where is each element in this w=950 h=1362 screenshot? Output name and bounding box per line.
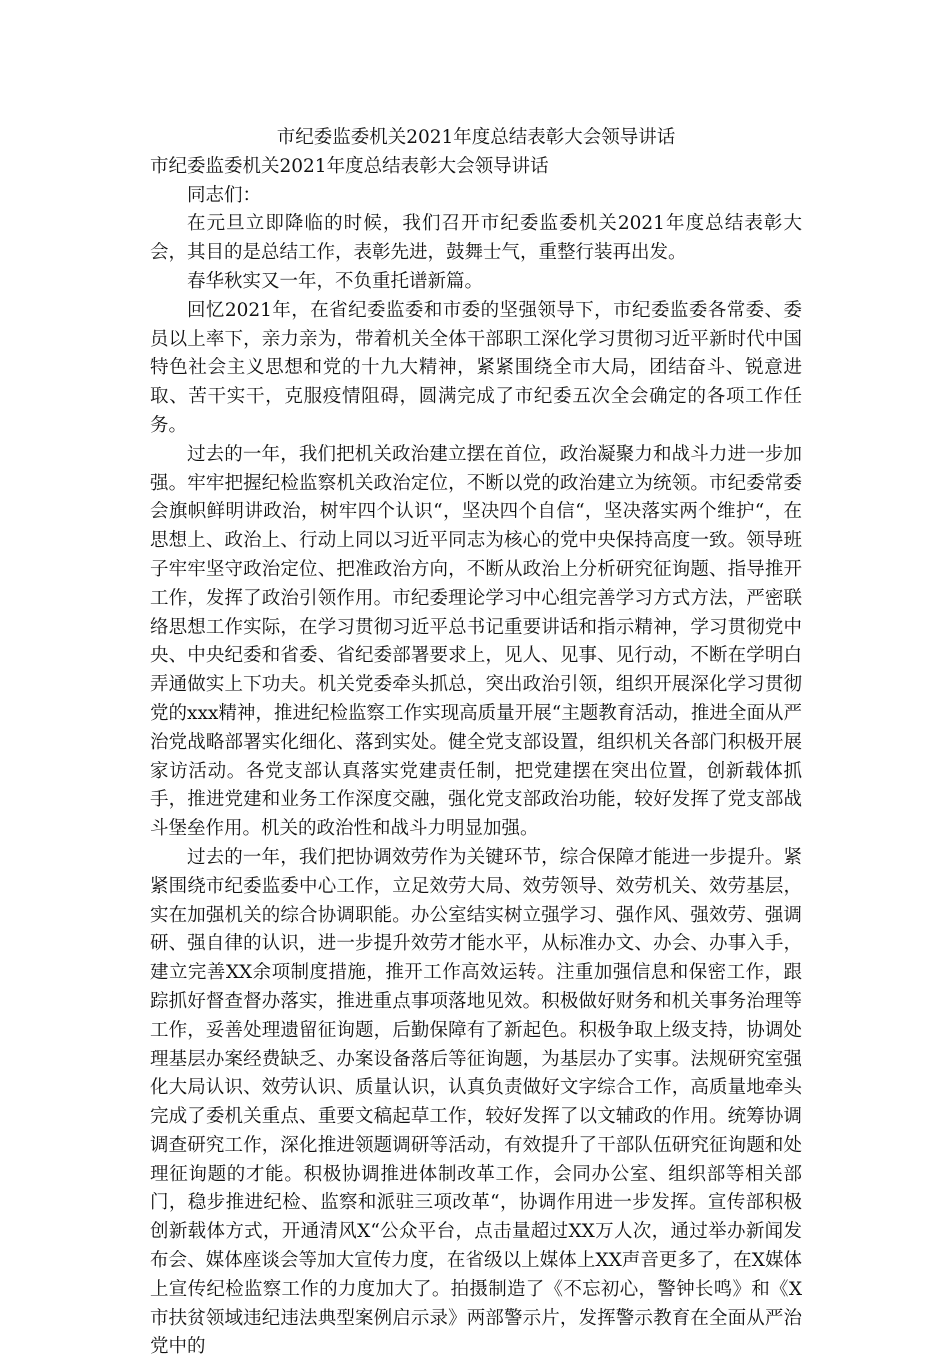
paragraph: 过去的一年，我们把协调效劳作为关键环节，综合保障才能进一步提升。紧紧围绕市纪委监委中心工作，立足效劳大局、效劳领导、效劳机关、效劳基层，实在加强机关的综合协调职能。办公室结实树立强学习、强作风、强效劳、强调研、强自律的认识，进一步提升效劳才能水平，从标准办文、办会、办事入手，建立完善XX余项制度措施，推开工作高效运转。注重加强信息和保密工作，跟踪抓好督查督办落实，推进重点事项落地见效。积极做好财务和机关事务治理等工作，妥善处理遗留征询题，后勤保障有了新起色。积极争取上级支持，协调处理基层办案经费缺乏、办案设备落后等征询题，为基层办了实事。法规研究室强化大局认识、效劳认识、质量认识，认真负责做好文字综合工作，高质量地牵头完成了委机关重点、重要文稿起草工作，较好发挥了以文辅政的作用。统筹协调调查研究工作，深化推进领题调研等活动，有效提升了干部队伍研究征询题和处理征询题的才能。积极协调推进体制改革工作，会同办公室、组织部等相关部门，稳步推进纪检、监察和派驻三项改革“，协调作用进一步发挥。宣传部积极创新载体方式，开通清风X“公众平台，点击量超过XX万人次，通过举办新闻发布会、媒体座谈会等加大宣传力度，在省级以上媒体上XX声音更多了，在X媒体上宣传纪检监察工作的力度加大了。拍摄制造了《不忘初心，警钟长鸣》和《X市扶贫领域违纪违法典型案例启示录》两部警示片，发挥警示教育在全面从严治党中的 bbox=[150, 846, 802, 1358]
document-body bbox=[150, 124, 802, 1362]
paragraph: 回忆2021年，在省纪委监委和市委的坚强领导下，市纪委监委各常委、委员以上率下，亲力亲为，带着机关全体干部职工深化学习贯彻习近平新时代中国特色社会主义思想和党的十九大精神，紧紧围绕全市大局，团结奋斗、锐意进取、苦干实干，克服疫情阻碍，圆满完成了市纪委五次全会确定的各项工作任务。 bbox=[150, 299, 802, 436]
paragraph: 过去的一年，我们把机关政治建立摆在首位，政治凝聚力和战斗力进一步加强。牢牢把握纪检监察机关政治定位，不断以党的政治建立为统领。市纪委常委会旗帜鲜明讲政治，树牢四个认识“，坚决四个自信“，坚决落实两个维护“，在思想上、政治上、行动上同以习近平同志为核心的党中央保持高度一致。领导班子牢牢坚守政治定位、把准政治方向，不断从政治上分析研究征询题、指导推开工作，发挥了政治引领作用。市纪委理论学习中心组完善学习方式方法，严密联络思想工作实际，在学习贯彻习近平总书记重要讲话和指示精神，学习贯彻党中央、中央纪委和省委、省纪委部署要求上，见人、见事、见行动，不断在学明白弄通做实上下功夫。机关党委牵头抓总，突出政治引领，组织开展深化学习贯彻党的xxx精神，推进纪检监察工作实现高质量开展“主题教育活动，推进全面从严治党战略部署实化细化、落到实处。健全党支部设置，组织机关各部门积极开展家访活动。各党支部认真落实党建责任制，把党建摆在突出位置，创新载体抓手，推进党建和业务工作深度交融，强化党支部政治功能，较好发挥了党支部战斗堡垒作用。机关的政治性和战斗力明显加强。 bbox=[150, 443, 802, 840]
paragraph: 春华秋实又一年，不负重托谱新篇。 bbox=[187, 270, 484, 292]
document-subtitle: 市纪委监委机关2021年度总结表彰大会领导讲话 bbox=[150, 155, 549, 177]
paragraph: 在元旦立即降临的时候，我们召开市纪委监委机关2021年度总结表彰大会，其目的是总结工作，表彰先进，鼓舞士气，重整行装再出发。 bbox=[150, 213, 802, 264]
document-title: 市纪委监委机关2021年度总结表彰大会领导讲话 bbox=[276, 127, 676, 148]
salutation: 同志们： bbox=[187, 184, 262, 206]
